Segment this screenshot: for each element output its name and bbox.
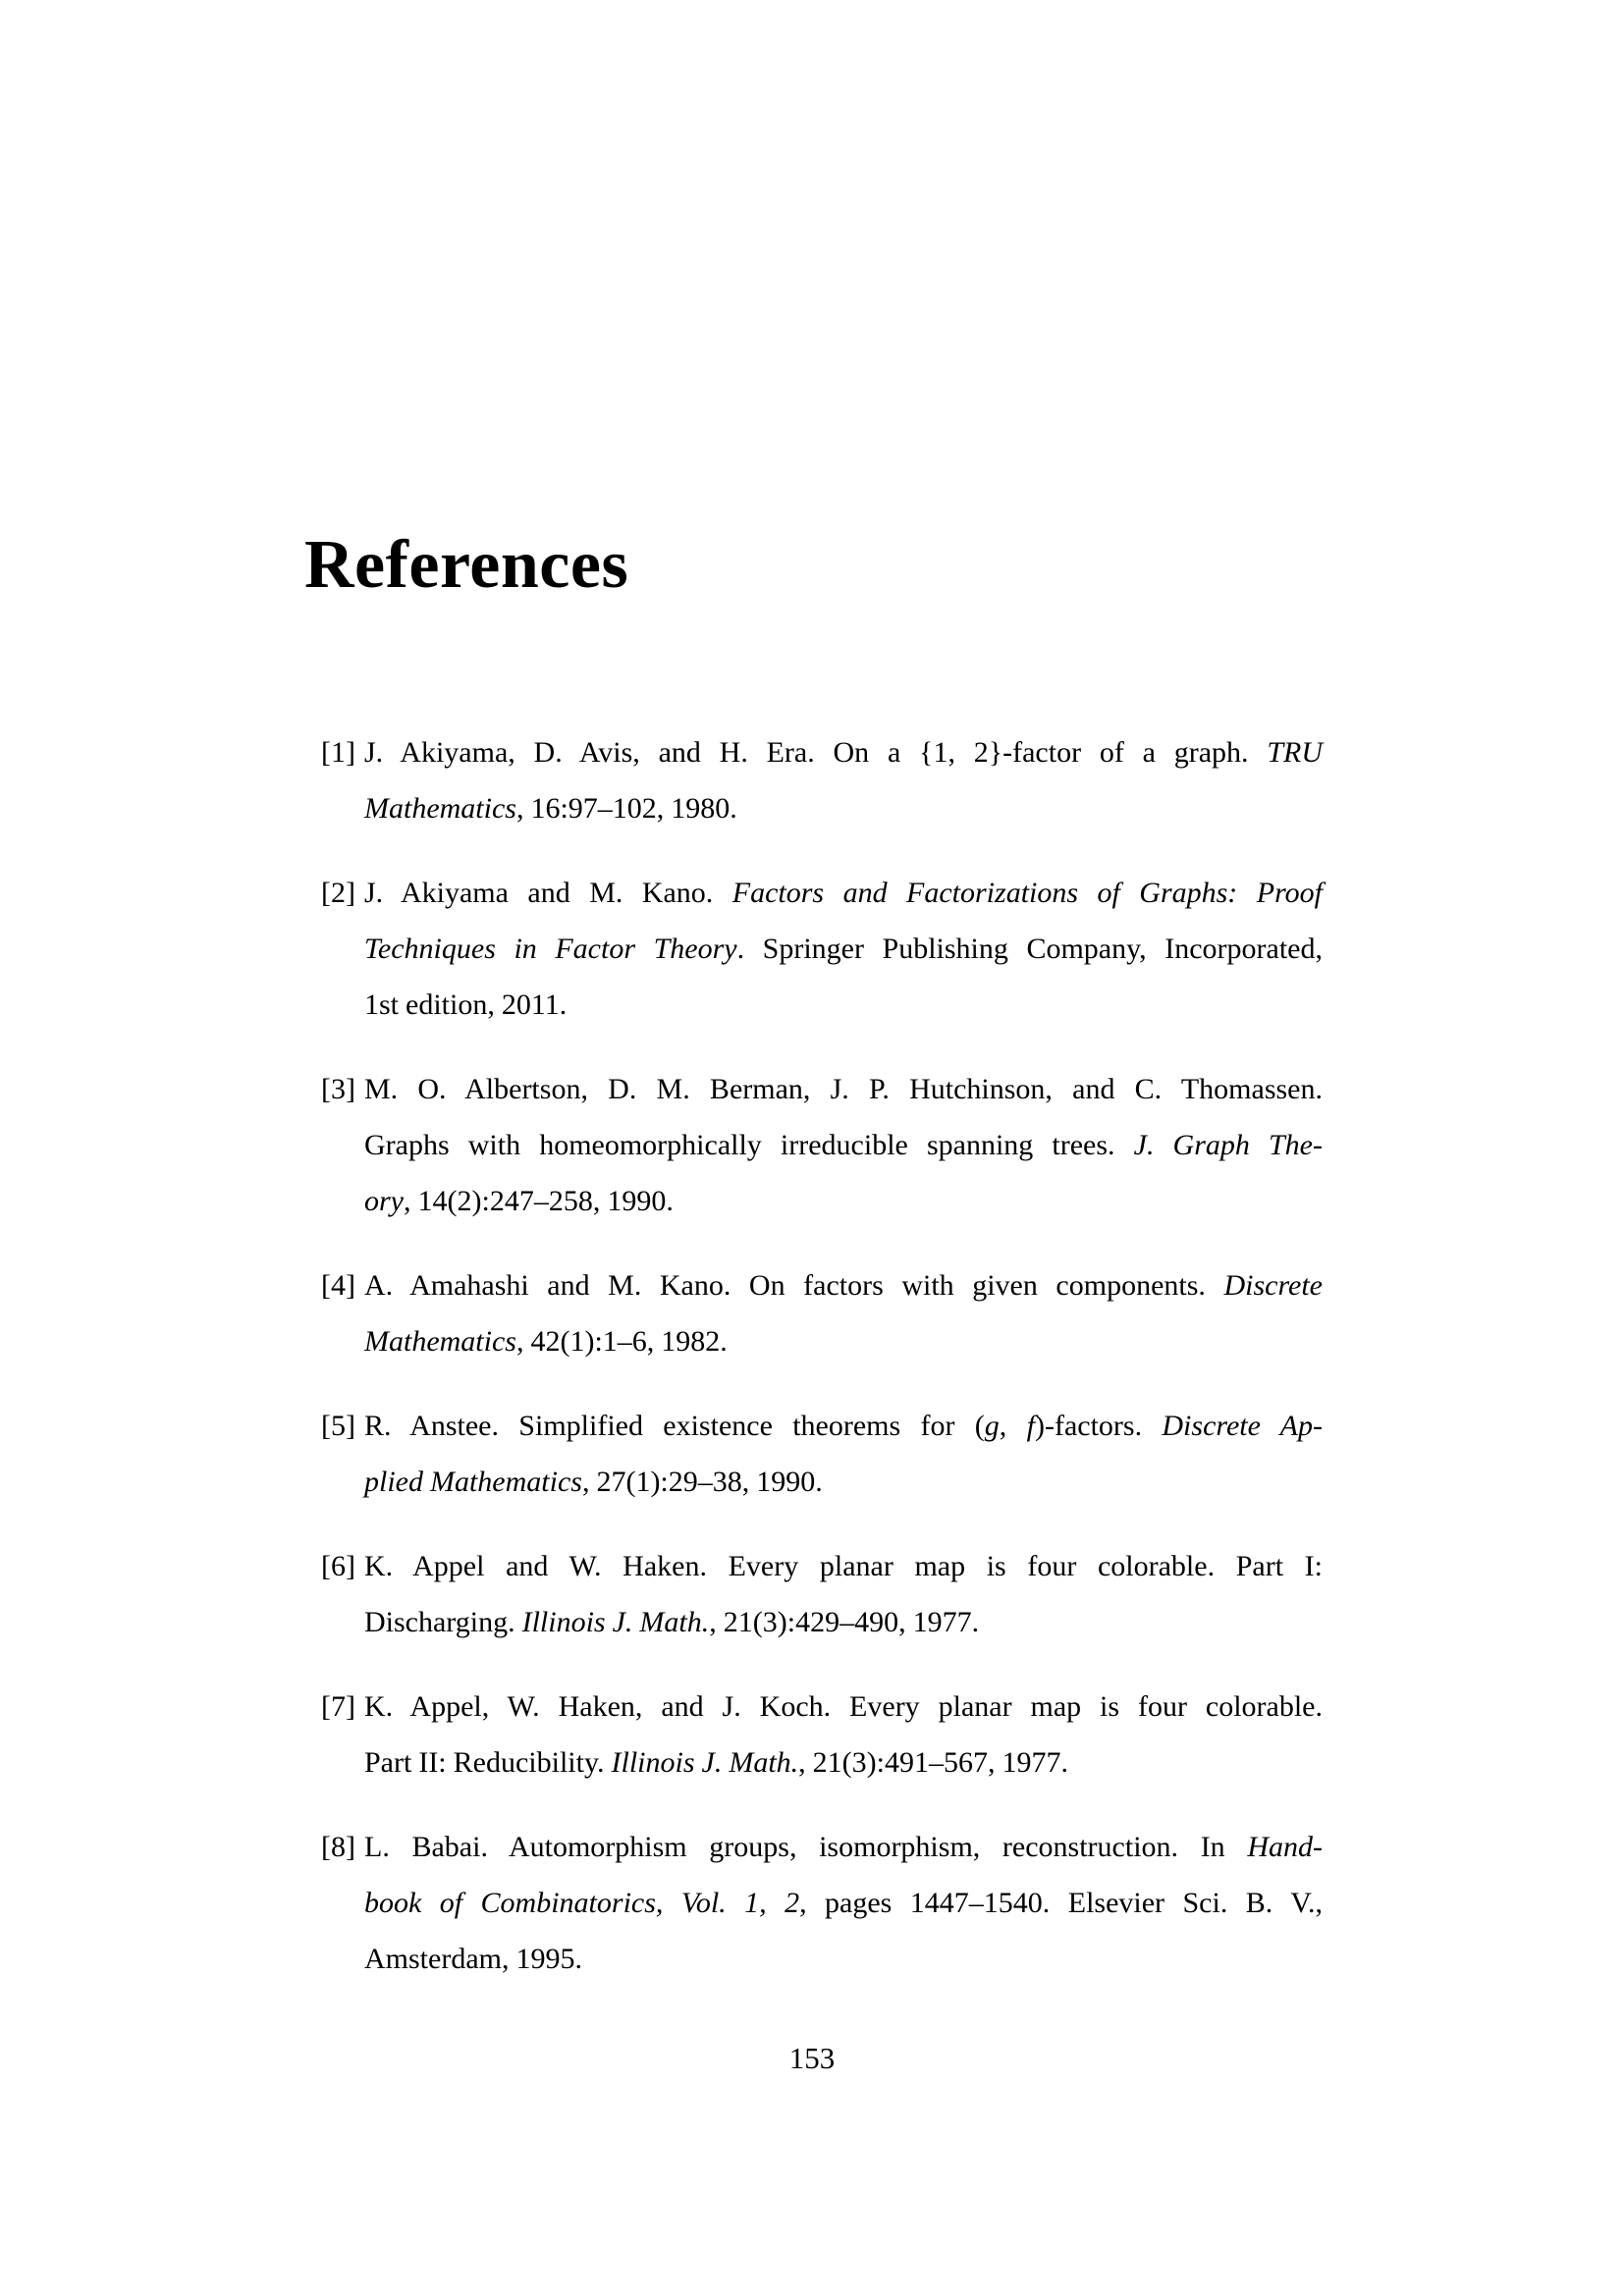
reference-text-italic: Factors and Factorizations of Graphs: Proof [731, 877, 1323, 909]
reference-text: Graphs with homeomorphically irreducible spanning trees. [364, 1129, 1134, 1161]
reference-text: , 21(3):491–567, 1977. [798, 1746, 1068, 1779]
reference-text-italic: Mathematics [364, 1325, 516, 1358]
reference-entry [321, 1257, 1323, 1369]
reference-line [364, 977, 1323, 1033]
reference-text-italic: plied Mathematics [364, 1466, 582, 1498]
reference-label: [1] [321, 736, 355, 769]
reference-line [364, 865, 1323, 921]
reference-text: . Springer Publishing Company, Incorporated, [736, 933, 1323, 965]
reference-label: [6] [321, 1550, 355, 1582]
reference-line [364, 1173, 1323, 1229]
page-title: References [304, 527, 629, 603]
reference-text: Amsterdam, 1995. [364, 1943, 582, 1975]
reference-text: J. Akiyama, D. Avis, and H. Era. On a {1, 2}-factor of a graph. [364, 736, 1268, 769]
reference-entry [321, 1679, 1323, 1790]
reference-text: Discharging. [364, 1606, 522, 1638]
reference-list [321, 724, 1323, 2015]
reference-entry [321, 1538, 1323, 1650]
reference-entry [321, 865, 1323, 1033]
reference-label: [7] [321, 1690, 355, 1723]
reference-text: , pages 1447–1540. Elsevier Sci. B. V., [799, 1887, 1323, 1919]
reference-text: )-factors. [1034, 1410, 1163, 1442]
reference-text-italic: J. Graph The- [1133, 1129, 1323, 1161]
page-number: 153 [788, 2041, 836, 2075]
reference-text: L. Babai. Automorphism groups, isomorphism, reconstruction. In [364, 1831, 1248, 1863]
reference-text-italic: g [984, 1410, 1000, 1442]
reference-text-italic: Illinois J. Math. [521, 1606, 710, 1638]
reference-line [364, 1875, 1323, 1931]
reference-line [364, 1117, 1323, 1173]
reference-text-italic: Mathematics [364, 792, 516, 825]
reference-line [364, 1931, 1323, 1987]
reference-text-italic: TRU [1267, 736, 1323, 769]
reference-text: J. Akiyama and M. Kano. [364, 877, 732, 909]
reference-text: , 14(2):247–258, 1990. [404, 1185, 674, 1217]
reference-label: [4] [321, 1269, 355, 1302]
reference-text-italic: ory [364, 1185, 404, 1217]
reference-line [364, 1679, 1323, 1735]
reference-text-italic: Discrete Ap- [1162, 1410, 1324, 1442]
reference-line [364, 1819, 1323, 1875]
reference-entry [321, 724, 1323, 836]
reference-text: , 21(3):429–490, 1977. [709, 1606, 980, 1638]
reference-text: M. O. Albertson, D. M. Berman, J. P. Hutchinson, and C. Thomassen. [364, 1073, 1323, 1105]
reference-line [364, 1257, 1323, 1313]
reference-text-italic: Techniques in Factor Theory [364, 933, 737, 965]
reference-line [364, 921, 1323, 977]
reference-text: , 42(1):1–6, 1982. [515, 1325, 728, 1358]
reference-entry [321, 1061, 1323, 1229]
reference-line [364, 1398, 1323, 1454]
reference-text: Part II: Reducibility. [364, 1746, 612, 1779]
reference-line [364, 724, 1323, 780]
reference-label: [2] [321, 877, 355, 909]
reference-line [364, 1313, 1323, 1369]
reference-text: R. Anstee. Simplified existence theorems for ( [364, 1410, 985, 1442]
reference-line [364, 1538, 1323, 1594]
reference-text-italic: Hand- [1247, 1831, 1323, 1863]
reference-label: [8] [321, 1831, 355, 1863]
reference-line [364, 1061, 1323, 1117]
reference-text-italic: f [1026, 1410, 1035, 1442]
reference-text: 1st edition, 2011. [364, 988, 568, 1021]
reference-text: K. Appel and W. Haken. Every planar map is four colorable. Part I: [364, 1550, 1323, 1582]
reference-text: , [999, 1410, 1027, 1442]
reference-text-italic: book of Combinatorics, Vol. 1, 2 [364, 1887, 800, 1919]
reference-entry [321, 1819, 1323, 1987]
reference-text-italic: Illinois J. Math. [611, 1746, 799, 1779]
reference-text: , 27(1):29–38, 1990. [581, 1466, 823, 1498]
reference-line [364, 1735, 1323, 1790]
reference-label: [3] [321, 1073, 355, 1105]
reference-text-italic: Discrete [1223, 1269, 1323, 1302]
reference-entry [321, 1398, 1323, 1510]
reference-text: , 16:97–102, 1980. [515, 792, 737, 825]
reference-label: [5] [321, 1410, 355, 1442]
reference-text: A. Amahashi and M. Kano. On factors with given components. [364, 1269, 1224, 1302]
reference-text: K. Appel, W. Haken, and J. Koch. Every planar map is four colorable. [364, 1690, 1323, 1723]
reference-line [364, 1454, 1323, 1510]
reference-line [364, 1594, 1323, 1650]
reference-line [364, 780, 1323, 836]
